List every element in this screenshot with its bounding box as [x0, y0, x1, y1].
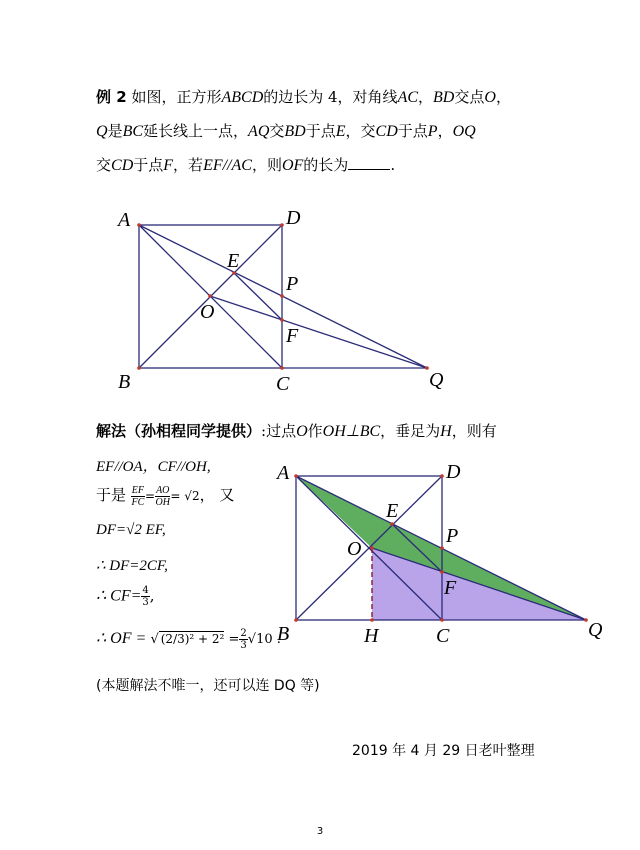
radicand: (2/3)² + 2² [160, 632, 225, 646]
label-c-2: C [436, 625, 450, 647]
text: 如图，正方形 [131, 88, 222, 106]
text: = [145, 489, 156, 503]
text: 于点 [133, 156, 164, 174]
math: P [427, 123, 438, 140]
text: 于点 [305, 122, 336, 140]
math: AQ [248, 123, 270, 140]
text: 延长线上一点， [143, 122, 249, 140]
numerator: EF [131, 484, 145, 496]
label-p-2: P [446, 525, 459, 547]
math: H [440, 423, 452, 440]
text: ， [437, 122, 453, 140]
label-b-2: B [277, 623, 290, 645]
text: , [149, 586, 155, 605]
text: 是 [107, 122, 123, 140]
solution-line-5: ∴ DF=2CF, [96, 558, 168, 574]
label-q-2: Q [588, 619, 603, 641]
math: ABCD [221, 89, 264, 106]
text: 于是 [96, 486, 127, 504]
text: √10 . [247, 632, 281, 647]
text: ， [495, 88, 511, 106]
text: ，若 [173, 156, 204, 174]
text: ∴ CF= [96, 587, 142, 605]
text: ， 又 [199, 486, 235, 504]
label-f-2: F [444, 577, 457, 599]
numerator: 4 [142, 585, 149, 596]
math: BD [284, 123, 306, 140]
solution-title: 解法（孙相程同学提供） [96, 422, 262, 440]
label-o: O [200, 301, 215, 323]
text: ，则有 [451, 422, 497, 440]
denominator: OH [155, 496, 170, 508]
label-e-2: E [386, 500, 399, 522]
label-q: Q [429, 369, 444, 391]
text: 交点 [454, 88, 485, 106]
label-c: C [276, 373, 290, 395]
problem-label: 例 2 [96, 88, 127, 106]
text: ， [418, 88, 434, 106]
text: . [390, 156, 396, 174]
label-d-2: D [446, 461, 461, 483]
label-b: B [118, 371, 131, 393]
denominator: FC [131, 496, 145, 508]
math: AC [397, 89, 419, 106]
text: :过点 [261, 422, 297, 440]
text: 交 [96, 156, 112, 174]
label-e: E [227, 250, 240, 272]
footer-date: 2019 年 4 月 29 日老叶整理 [352, 743, 535, 759]
label-a-2: A [277, 462, 290, 484]
page-number: 3 [316, 826, 324, 837]
text: ∴ OF = [96, 630, 147, 647]
math: E [335, 123, 346, 140]
math: O [484, 89, 496, 106]
denominator: 3 [142, 597, 149, 608]
numerator: 2 [240, 628, 247, 639]
text: = √2 [170, 489, 200, 503]
math: O [296, 423, 308, 440]
solution-line-4: DF=√2 EF, [96, 522, 166, 538]
text: 的长为 [303, 156, 349, 174]
sqrt-expression: √ (2/3)² + 2² [150, 632, 225, 647]
label-o-2: O [347, 538, 362, 560]
text: = [228, 632, 240, 647]
math: CD [111, 157, 134, 174]
label-f: F [286, 325, 299, 347]
text: 的边长为 4，对角线 [263, 88, 398, 106]
label-p: P [286, 273, 299, 295]
math: BC [122, 123, 144, 140]
text: ，垂足为 [380, 422, 441, 440]
math: OF [281, 157, 304, 174]
label-d: D [286, 207, 301, 229]
math: BD [433, 89, 455, 106]
label-h-2: H [364, 625, 379, 647]
solution-note: (本题解法不唯一，还可以连 DQ 等) [96, 678, 320, 694]
text: 交 [269, 122, 285, 140]
numerator: AO [156, 484, 170, 496]
text: ，交 [345, 122, 376, 140]
math: OH⊥BC [322, 423, 381, 440]
solution-line-2: EF//OA，CF//OH, [96, 459, 211, 475]
label-a: A [118, 209, 131, 231]
text: 于点 [397, 122, 428, 140]
math: CD [375, 123, 398, 140]
denominator: 3 [240, 640, 247, 651]
text: ，则 [251, 156, 282, 174]
math: F [163, 157, 174, 174]
math: EF//AC [203, 157, 252, 174]
math: Q [96, 123, 108, 140]
text: 作 [307, 422, 323, 440]
math: OQ [452, 123, 476, 140]
